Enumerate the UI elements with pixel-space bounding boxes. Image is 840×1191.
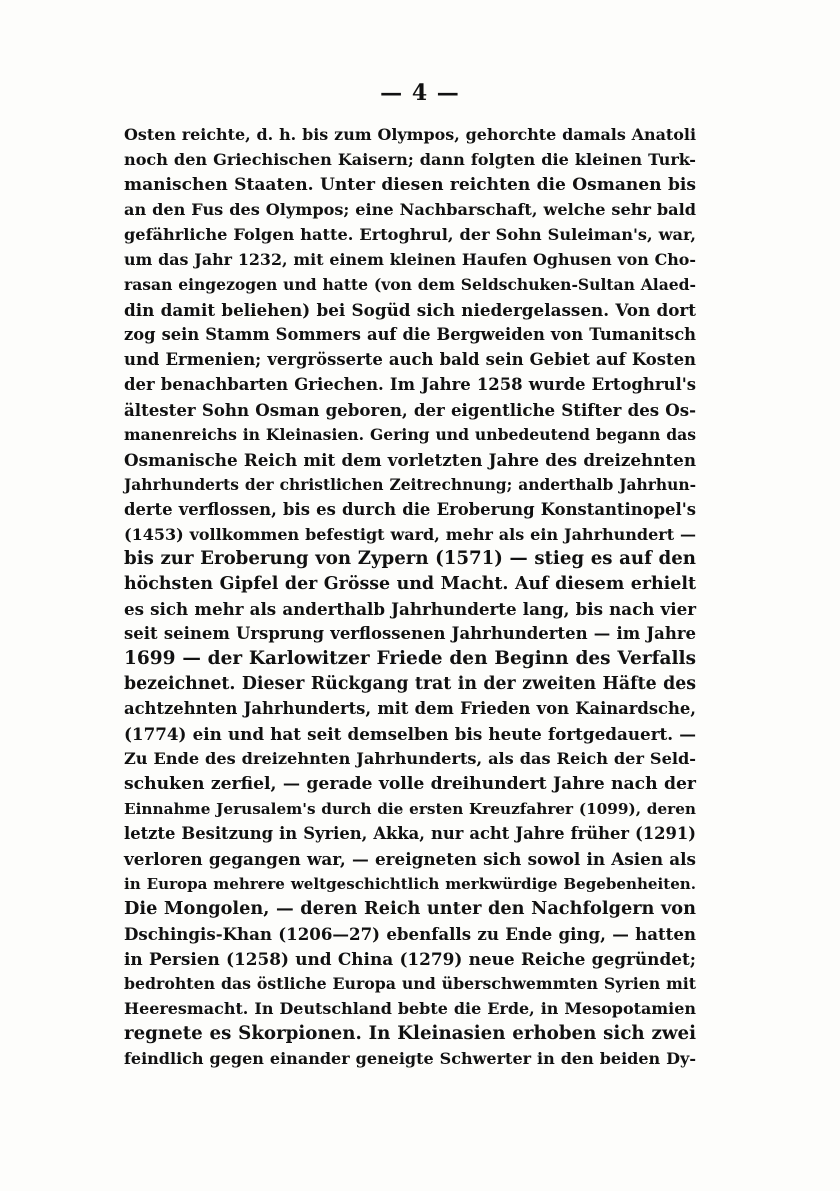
text-line: ältester Sohn Osman geboren, der eigentliche Stifter des Os- <box>124 399 696 420</box>
text-line: Osmanische Reich mit dem vorletzten Jahre des dreizehnten <box>124 449 696 470</box>
text-line: Jahrhunderts der christlichen Zeitrechnung; anderthalb Jahrhun- <box>124 475 696 494</box>
text-line: seit seinem Ursprung verflossenen Jahrhunderten — im Jahre <box>124 624 696 644</box>
text-line: der benachbarten Griechen. Im Jahre 1258 wurde Ertoghrul's <box>124 374 696 394</box>
text-line: manischen Staaten. Unter diesen reichten die Osmanen bis <box>124 174 696 195</box>
text-line: schuken zerfiel, — gerade volle dreihundert Jahre nach der <box>124 774 696 795</box>
text-line: Zu Ende des dreizehnten Jahrhunderts, als das Reich der Seld- <box>124 749 696 769</box>
text-line: (1774) ein und hat seit demselben bis heute fortgedauert. — <box>124 724 696 745</box>
text-line: in Persien (1258) und China (1279) neue Reiche gegründet; <box>124 948 696 969</box>
text-line: manenreichs in Kleinasien. Gering und unbedeutend begann das <box>124 424 696 444</box>
text-line: bezeichnet. Dieser Rückgang trat in der zweiten Häfte des <box>124 674 696 695</box>
text-line: bis zur Eroberung von Zypern (1571) — stieg es auf den <box>124 548 696 570</box>
text-line: um das Jahr 1232, mit einem kleinen Haufen Oghusen von Cho- <box>124 249 696 269</box>
text-line: an den Fus des Olympos; eine Nachbarschaft, welche sehr bald <box>124 199 696 219</box>
text-line: din damit beliehen) bei Sogüd sich niedergelassen. Von dort <box>124 299 696 320</box>
text-line: bedrohten das östliche Europa und überschwemmten Syrien mit <box>124 973 696 993</box>
text-line: (1453) vollkommen befestigt ward, mehr als ein Jahrhundert — <box>124 524 696 544</box>
text-line: Einnahme Jerusalem's durch die ersten Kreuzfahrer (1099), deren <box>124 800 696 819</box>
text-line: zog sein Stamm Sommers auf die Bergweiden von Tumanitsch <box>124 324 696 344</box>
text-line: es sich mehr als anderthalb Jahrhunderte lang, bis nach vier <box>124 599 696 620</box>
text-line: 1699 — der Karlowitzer Friede den Beginn des Verfalls <box>124 648 696 670</box>
text-line: Die Mongolen, — deren Reich unter den Nachfolgern von <box>124 898 696 920</box>
text-line: Dschingis-Khan (1206—27) ebenfalls zu Ende ging, — hatten <box>124 924 696 944</box>
text-line: gefährliche Folgen hatte. Ertoghrul, der Sohn Suleiman's, war, <box>124 224 696 244</box>
text-line: in Europa mehrere weltgeschichtlich merkwürdige Begebenheiten. <box>124 875 696 894</box>
text-line: verloren gegangen war, — ereigneten sich sowol in Asien als <box>124 849 696 870</box>
text-line: Osten reichte, d. h. bis zum Olympos, gehorchte damals Anatoli <box>124 125 696 144</box>
text-line: höchsten Gipfel der Grösse und Macht. Auf diesem erhielt <box>124 574 696 595</box>
text-line: rasan eingezogen und hatte (von dem Seldschuken-Sultan Alaed- <box>124 274 696 294</box>
text-line: letzte Besitzung in Syrien, Akka, nur acht Jahre früher (1291) <box>124 824 696 844</box>
text-line: Heeresmacht. In Deutschland bebte die Erde, in Mesopotamien <box>124 998 696 1018</box>
text-line: derte verflossen, bis es durch die Eroberung Konstantinopel's <box>124 499 696 519</box>
body-text <box>124 123 696 1072</box>
text-line: noch den Griechischen Kaisern; dann folgten die kleinen Turk- <box>124 149 696 169</box>
text-line: feindlich gegen einander geneigte Schwerter in den beiden Dy- <box>124 1048 696 1068</box>
page-number: — 4 — <box>380 80 460 106</box>
text-line: und Ermenien; vergrösserte auch bald sein Gebiet auf Kosten <box>124 349 696 369</box>
text-line: achtzehnten Jahrhunderts, mit dem Frieden von Kainardsche, <box>124 699 696 719</box>
text-line: regnete es Skorpionen. In Kleinasien erhoben sich zwei <box>124 1022 696 1044</box>
